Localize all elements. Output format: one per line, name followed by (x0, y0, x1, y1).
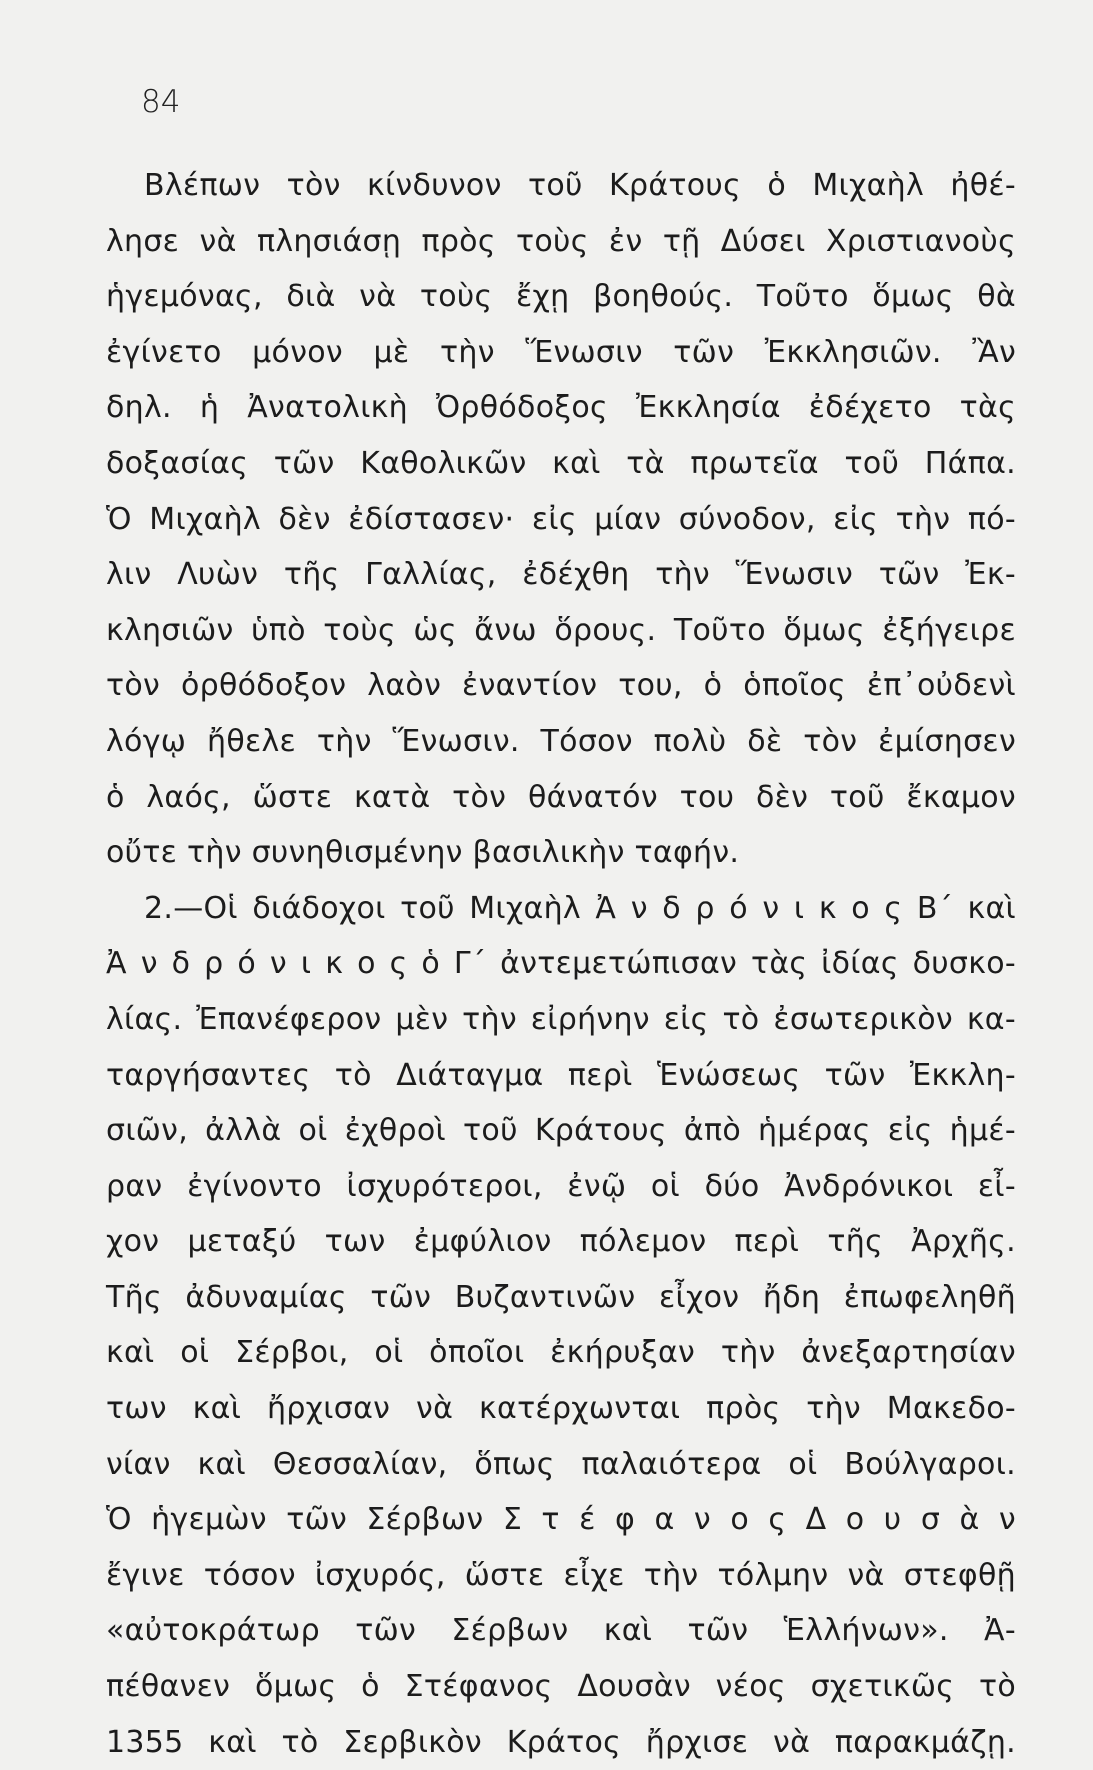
text-line: τὸν ὀρθόδοξον λαὸν ἐναντίον του, ὁ ὁποῖος ἐπ᾽οὐδενὶ (106, 668, 1016, 704)
text-line: 1355 καὶ τὸ Σερβικὸν Κράτος ἤρχισε νὰ παρακμάζῃ. (106, 1724, 1016, 1760)
text-line: πέθανεν ὅμως ὁ Στέφανος Δουσὰν νέος σχετικῶς τὸ (106, 1669, 1016, 1705)
text-line: «αὐτοκράτωρ τῶν Σέρβων καὶ τῶν Ἑλλήνων». Ἀ- (106, 1613, 1016, 1649)
text-line: ὁ λαός, ὥστε κατὰ τὸν θάνατόν του δὲν τοῦ ἔκαμον (106, 779, 1016, 815)
text-line: Ὁ Μιχαὴλ δὲν ἐδίστασεν· εἰς μίαν σύνοδον, εἰς τὴν πό- (106, 501, 1016, 537)
text-line: ἔγινε τόσον ἰσχυρός, ὥστε εἶχε τὴν τόλμην νὰ στεφθῇ (106, 1557, 1016, 1593)
text-line: οὔτε τὴν συνηθισμένην βασιλικὴν ταφήν. (106, 835, 740, 871)
text-line: καὶ οἱ Σέρβοι, οἱ ὁποῖοι ἐκήρυξαν τὴν ἀνεξαρτησίαν (106, 1335, 1016, 1371)
text-line: Ὁ ἡγεμὼν τῶν Σέρβων Σ τ έ φ α ν ο ς Δ ο υ σ ὰ ν (106, 1502, 1016, 1538)
text-line: ἡγεμόνας, διὰ νὰ τοὺς ἔχῃ βοηθούς. Τοῦτο ὅμως θὰ (106, 279, 1016, 315)
text-line: ραν ἐγίνοντο ἰσχυρότεροι, ἐνῷ οἱ δύο Ἀνδρόνικοι εἶ- (106, 1168, 1016, 1204)
text-line: Βλέπων τὸν κίνδυνον τοῦ Κράτους ὁ Μιχαὴλ ἠθέ- (144, 168, 1016, 203)
page-number: 84 (141, 84, 181, 120)
text-line: δηλ. ἡ Ἀνατολικὴ Ὀρθόδοξος Ἐκκλησία ἐδέχετο τὰς (106, 390, 1016, 426)
text-line: Τῆς ἀδυναμίας τῶν Βυζαντινῶν εἶχον ἤδη ἐπωφεληθῆ (106, 1279, 1016, 1315)
text-line: σιῶν, ἀλλὰ οἱ ἐχθροὶ τοῦ Κράτους ἀπὸ ἡμέρας εἰς ἡμέ- (106, 1113, 1016, 1149)
text-line: 2.—Οἱ διάδοχοι τοῦ Μιχαὴλ Ἀ ν δ ρ ό ν ι κ ο ς Β΄ καὶ (144, 890, 1016, 926)
text-line: των καὶ ἤρχισαν νὰ κατέρχωνται πρὸς τὴν Μακεδο- (106, 1391, 1016, 1427)
text-line: λιν Λυὼν τῆς Γαλλίας, ἐδέχθη τὴν Ἕνωσιν τῶν Ἐκ- (106, 557, 1016, 593)
text-line: κλησιῶν ὑπὸ τοὺς ὡς ἄνω ὅρους. Τοῦτο ὅμως ἐξήγειρε (106, 612, 1016, 648)
text-line: ἐγίνετο μόνον μὲ τὴν Ἕνωσιν τῶν Ἐκκλησιῶν. Ἂν (106, 334, 1016, 370)
text-line: νίαν καὶ Θεσσαλίαν, ὅπως παλαιότερα οἱ Βούλγαροι. (106, 1446, 1016, 1482)
text-line: δοξασίας τῶν Καθολικῶν καὶ τὰ πρωτεῖα τοῦ Πάπα. (106, 445, 1016, 481)
body-text (106, 158, 1016, 1770)
text-line: λίας. Ἐπανέφερον μὲν τὴν εἰρήνην εἰς τὸ ἐσωτερικὸν κα- (106, 1001, 1016, 1037)
text-line: ταργήσαντες τὸ Διάταγμα περὶ Ἑνώσεως τῶν Ἐκκλη- (106, 1057, 1016, 1093)
text-line: Ἀ ν δ ρ ό ν ι κ ο ς ὁ Γ΄ ἀντεμετώπισαν τὰς ἰδίας δυσκο- (106, 946, 1016, 982)
text-line: λόγῳ ἤθελε τὴν Ἕνωσιν. Τόσον πολὺ δὲ τὸν ἐμίσησεν (106, 723, 1016, 759)
text-line: λησε νὰ πλησιάσῃ πρὸς τοὺς ἐν τῇ Δύσει Χριστιανοὺς (106, 223, 1016, 259)
text-line: χον μεταξύ των ἐμφύλιον πόλεμον περὶ τῆς Ἀρχῆς. (106, 1224, 1016, 1260)
